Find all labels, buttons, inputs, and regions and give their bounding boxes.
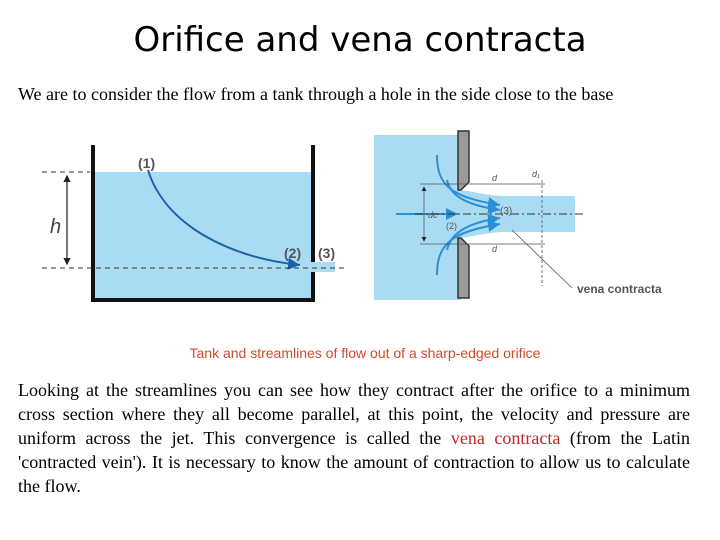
slide-title: Orifice and vena contracta <box>133 20 587 60</box>
d-label-top: d <box>492 173 498 183</box>
intro-text: We are to consider the flow from a tank through a hole in the side close to the base <box>18 84 614 104</box>
vena-contracta-label: vena contracta <box>577 282 662 296</box>
orifice-detail <box>374 131 662 300</box>
orifice-plate-bottom <box>458 238 469 298</box>
dc-label: dc <box>428 210 438 220</box>
figure-caption: Tank and streamlines of flow out of a sharp-edged orifice <box>189 345 541 361</box>
tank-diagram <box>42 145 345 300</box>
vena-contracta-highlight: vena contracta <box>450 428 561 448</box>
orifice-label-3: (3) <box>500 206 513 217</box>
orifice-plate-top <box>458 131 469 190</box>
tank-jet <box>313 262 335 272</box>
tank-label-1: (1) <box>138 155 156 171</box>
height-label: h <box>50 216 62 238</box>
d-label-bottom: d <box>492 244 498 254</box>
body-paragraph <box>18 378 690 498</box>
d1-label: d₁ <box>532 169 540 179</box>
orifice-water <box>374 135 461 300</box>
vena-pointer <box>512 230 572 288</box>
body-text-part1: Looking at the streamlines you can see how they contract after the orifice to a minimum cross section where they all become parallel, at this point, the velocity and pressure are uniform across the jet. This convergence is called the <box>18 380 690 448</box>
body-text-part2: (from the Latin 'contracted vein'). It is necessary to know the amount of contraction to allow us to calculate the flow. <box>18 428 690 496</box>
orifice-figure <box>0 125 720 370</box>
tank-label-2: (2) <box>284 245 302 261</box>
orifice-label-2: (2) <box>446 221 457 231</box>
tank-label-3: (3) <box>318 245 336 261</box>
